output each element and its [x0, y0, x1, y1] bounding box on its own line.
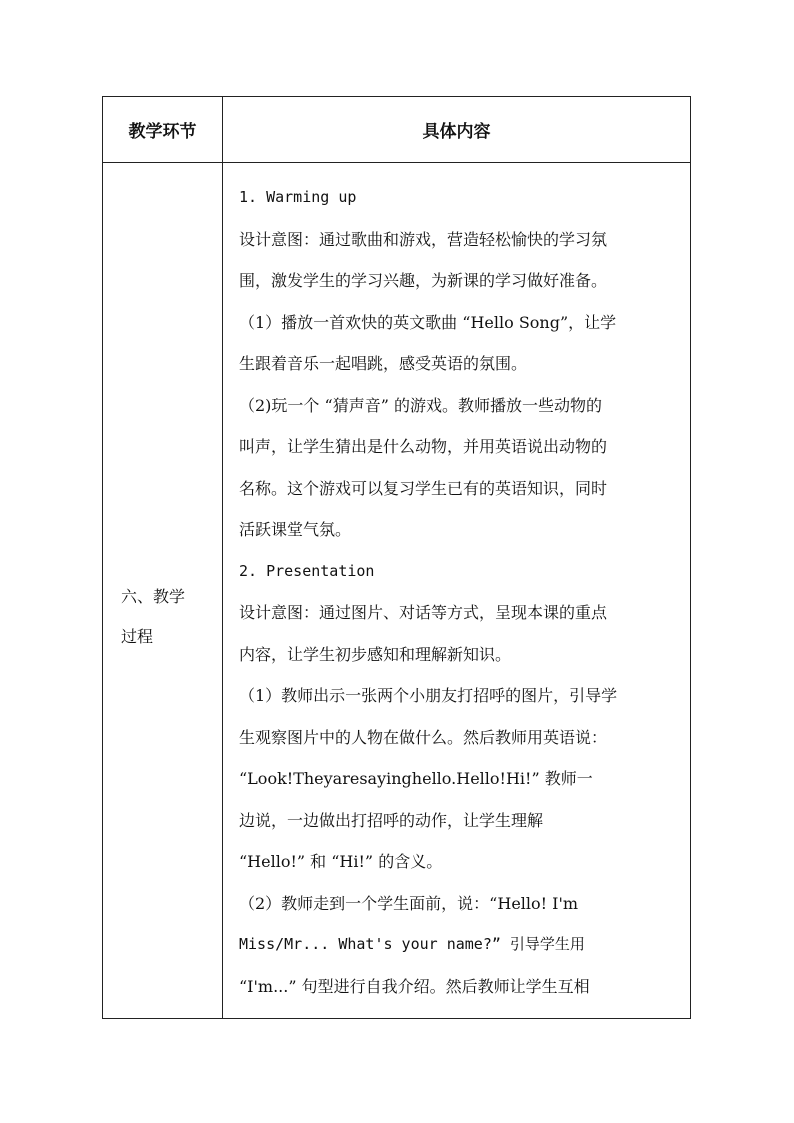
content-line: 设计意图：通过歌曲和游戏，营造轻松愉快的学习氛 — [239, 229, 608, 249]
stage-cell — [121, 577, 216, 657]
content-cell — [239, 177, 685, 1007]
stage-label-line: 六、教学 — [121, 587, 186, 606]
column-divider — [222, 97, 223, 1018]
content-line: 名称。这个游戏可以复习学生已有的英语知识，同时 — [239, 478, 608, 498]
content-line: 设计意图：通过图片、对话等方式，呈现本课的重点 — [239, 603, 608, 622]
section-heading-presentation: 2. Presentation — [239, 561, 375, 580]
content-line: 生观察图片中的人物在做什么。然后教师用英语说： — [239, 727, 608, 747]
content-line: Miss/Mr... What's your name?” 引导学生用 — [239, 935, 585, 953]
header-divider — [103, 162, 690, 163]
stage-label-line: 过程 — [121, 627, 154, 646]
content-line: 内容，让学生初步感知和理解新知识。 — [239, 644, 512, 664]
header-specific-content: 具体内容 — [422, 122, 491, 142]
content-line: 边说，一边做出打招呼的动作，让学生理解 — [239, 810, 544, 830]
content-line: （2）教师走到一个学生面前，说：“Hello! I'm — [239, 893, 579, 913]
content-line: （1）教师出示一张两个小朋友打招呼的图片，引导学 — [239, 686, 618, 705]
lesson-table — [102, 96, 691, 1019]
content-line: “I'm...” 句型进行自我介绍。然后教师让学生互相 — [239, 976, 590, 996]
section-heading-warming-up: 1. Warming up — [239, 188, 357, 206]
content-line: 活跃课堂气氛。 — [239, 520, 352, 539]
content-line: （1）播放一首欢快的英文歌曲 “Hello Song”，让学 — [239, 312, 617, 332]
content-line: （2)玩一个 “猜声音” 的游戏。教师播放一些动物的 — [239, 395, 602, 415]
header-teaching-stage: 教学环节 — [128, 122, 197, 142]
content-line: 叫声，让学生猜出是什么动物，并用英语说出动物的 — [239, 437, 608, 456]
content-line: 围，激发学生的学习兴趣，为新课的学习做好准备。 — [239, 271, 608, 290]
content-line: “Look!Theyaresayinghello.Hello!Hi!” 教师一 — [239, 769, 593, 788]
content-line: 生跟着音乐一起唱跳，感受英语的氛围。 — [239, 354, 528, 373]
content-line: “Hello!” 和 “Hi!” 的含义。 — [239, 852, 443, 871]
